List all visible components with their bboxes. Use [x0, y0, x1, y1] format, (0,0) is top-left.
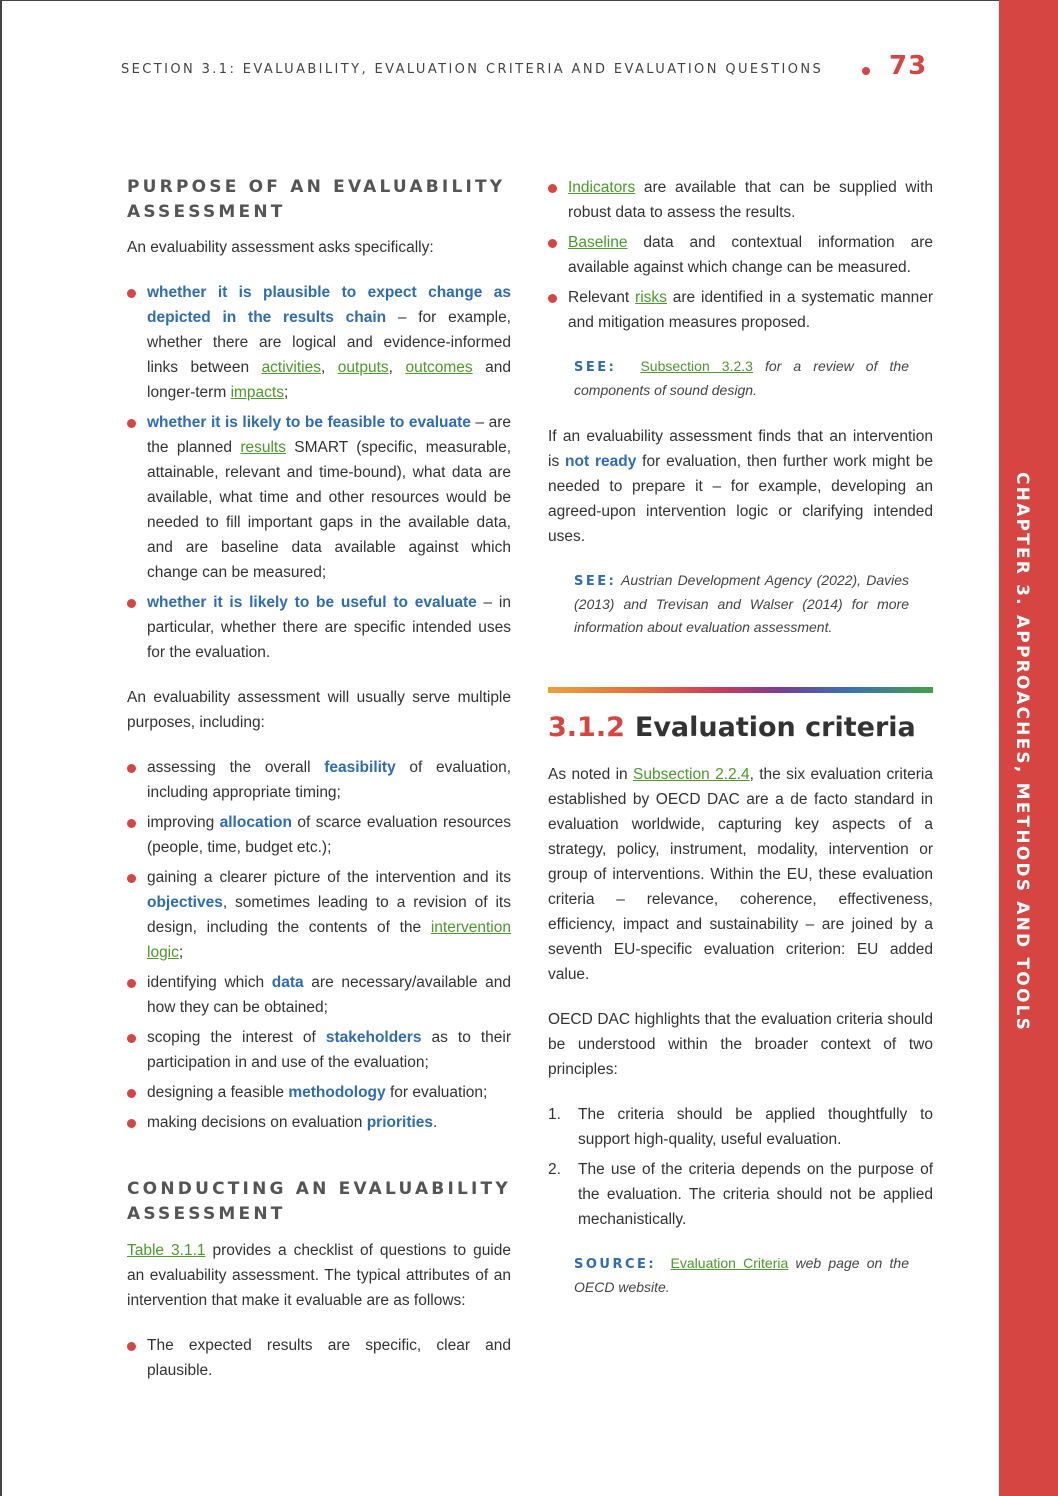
text: ; — [283, 384, 289, 401]
running-head: SECTION 3.1: EVALUABILITY, EVALUATION CRITERIA AND EVALUATION QUESTIONS — [121, 62, 824, 77]
bold-phrase: whether it is plausible to expect change as depicted in the results chain — [147, 284, 511, 326]
list-item — [127, 280, 511, 405]
outcomes-link[interactable]: outcomes — [405, 359, 473, 376]
evaluation-criteria-link[interactable]: Evaluation Criteria — [670, 1255, 789, 1271]
top-border — [0, 0, 1000, 1]
text: as to their participation in and use of the evaluation; — [147, 1029, 511, 1071]
bold-phrase: allocation — [219, 814, 292, 831]
source-note — [548, 1252, 933, 1299]
text: designing a feasible — [147, 1084, 289, 1101]
list-item — [548, 175, 933, 225]
text: are available that can be supplied with robust data to assess the results. — [568, 179, 933, 221]
text: gaining a clearer picture of the intervention and its — [147, 869, 511, 886]
list-item: The expected results are specific, clear and plausible. — [127, 1333, 511, 1383]
text: making decisions on evaluation — [147, 1114, 367, 1131]
list-item — [127, 410, 511, 585]
text: for a review of the components of sound design. — [574, 358, 910, 398]
list-item — [548, 1102, 933, 1152]
risks-link[interactable]: risks — [635, 289, 667, 306]
principles-intro: OECD DAC highlights that the evaluation criteria should be understood within the broader context of two principles: — [548, 1011, 933, 1078]
text: improving — [147, 814, 220, 831]
chapter-tab-label: CHAPTER 3. APPROACHES, METHODS AND TOOLS — [1012, 472, 1032, 1033]
source-label: SOURCE: — [574, 1257, 657, 1272]
not-ready-paragraph — [548, 424, 933, 549]
text: As noted in — [548, 766, 634, 783]
item-number: 2. — [548, 1161, 561, 1178]
criteria-paragraph — [548, 762, 933, 987]
text: , — [321, 359, 338, 376]
baseline-link[interactable]: Baseline — [568, 234, 628, 251]
text: SMART (specific, measurable, attainable, relevant and time-bound), what data are available, what time and other resources would be needed to fill important gaps in the available data, and are baseline data available against which change can be measured; — [147, 439, 511, 581]
text: data and contextual information are available against which change can be measured. — [568, 234, 933, 276]
text: of evaluation, including appropriate timing; — [147, 759, 511, 801]
section-title-text: Evaluation criteria — [634, 712, 916, 743]
bold-phrase: not ready — [565, 453, 637, 470]
intervention-logic-link[interactable]: intervention logic — [147, 919, 511, 961]
right-column — [548, 175, 933, 1299]
item-number: 1. — [548, 1106, 561, 1123]
text: scoping the interest of — [147, 1029, 326, 1046]
left-border — [0, 0, 2, 1496]
purposes-list — [127, 755, 511, 1135]
left-column — [127, 175, 511, 1383]
bold-phrase: whether it is likely to be feasible to evaluate — [147, 414, 471, 431]
bold-phrase: data — [271, 974, 304, 991]
text: Austrian Development Agency (2022), Davies (2013) and Trevisan and Walser (2014) for more information about evaluation assessment. — [574, 572, 909, 635]
bold-phrase: stakeholders — [325, 1029, 422, 1046]
list-item — [127, 1080, 511, 1105]
bold-phrase: methodology — [288, 1084, 386, 1101]
section-number: 3.1.2 — [548, 712, 625, 743]
text: provides a checklist of questions to guide an evaluability assessment. The typical attributes of an intervention that make it evaluable are as follows: — [127, 1242, 511, 1309]
text: Relevant — [568, 289, 636, 306]
purpose-intro: An evaluability assessment asks specifically: — [127, 239, 434, 256]
list-item — [548, 285, 933, 335]
text: for evaluation; — [385, 1084, 488, 1101]
list-item — [548, 230, 933, 280]
attributes-list — [127, 1333, 511, 1383]
list-item — [127, 1110, 511, 1135]
section-title — [548, 711, 933, 745]
principles-list — [548, 1102, 933, 1232]
text: – are the planned — [147, 414, 511, 456]
purpose-question-list — [127, 280, 511, 665]
purposes-intro: An evaluability assessment will usually serve multiple purposes, including: — [127, 689, 511, 731]
list-item — [127, 865, 511, 965]
text: web page on the OECD website. — [574, 1255, 909, 1295]
text: of scarce evaluation resources (people, time, budget etc.); — [147, 814, 511, 856]
text: ; — [178, 944, 184, 961]
list-item — [127, 755, 511, 805]
text: The criteria should be applied thoughtfully to support high-quality, useful evaluation. — [578, 1106, 933, 1148]
list-item — [127, 970, 511, 1020]
see-note-design — [548, 355, 933, 402]
text: , — [388, 359, 406, 376]
text: and longer-term — [147, 359, 511, 401]
bullet-dot-icon — [862, 67, 870, 75]
text: . — [433, 1114, 438, 1131]
bold-phrase: objectives — [147, 894, 223, 911]
text: – in particular, whether there are specific intended uses for the evaluation. — [147, 594, 511, 661]
bold-phrase: feasibility — [324, 759, 396, 776]
bold-phrase: whether it is likely to be useful to evaluate — [147, 594, 477, 611]
attributes-list-continued — [548, 175, 933, 335]
purpose-heading: PURPOSE OF AN EVALUABILITY ASSESSMENT — [127, 177, 506, 222]
text: are necessary/available and how they can be obtained; — [147, 974, 511, 1016]
list-item — [127, 590, 511, 665]
text: , sometimes leading to a revision of its design, including the contents of the — [147, 894, 511, 936]
subsection-3-2-3-link[interactable]: Subsection 3.2.3 — [640, 358, 753, 374]
indicators-link[interactable]: Indicators — [568, 179, 636, 196]
page-number: 73 — [889, 51, 928, 81]
text: The use of the criteria depends on the purpose of the evaluation. The criteria should not be applied mechanistically. — [578, 1161, 933, 1228]
list-item — [127, 810, 511, 860]
impacts-link[interactable]: impacts — [230, 384, 284, 401]
see-label: SEE: — [574, 574, 617, 589]
section-divider — [548, 687, 933, 693]
outputs-link[interactable]: outputs — [337, 359, 389, 376]
subsection-2-2-4-link[interactable]: Subsection 2.2.4 — [633, 766, 750, 783]
results-link[interactable]: results — [240, 439, 286, 456]
text: , the six evaluation criteria established by OECD DAC are a de facto standard in evaluation worldwide, capturing key aspects of a strategy, policy, instrument, modality, intervention or group of interventions. Within the EU, these evaluation criteria – relevance, coherence, effectiveness, efficiency, impact and sustainability – are joined by a seventh EU-specific evaluation criterion: EU added value. — [548, 766, 933, 983]
text: are identified in a systematic manner and mitigation measures proposed. — [568, 289, 934, 331]
list-item — [548, 1157, 933, 1232]
see-note-references — [548, 569, 933, 639]
text: for evaluation, then further work might be needed to prepare it – for example, developing an agreed-upon intervention logic or clarifying intended uses. — [548, 453, 934, 545]
conducting-heading: CONDUCTING AN EVALUABILITY ASSESSMENT — [127, 1179, 511, 1224]
text: If an evaluability assessment finds that an intervention is — [548, 428, 933, 470]
list-item — [127, 1025, 511, 1075]
conducting-intro — [127, 1238, 511, 1313]
activities-link[interactable]: activities — [261, 359, 321, 376]
text: identifying which — [147, 974, 272, 991]
bold-phrase: priorities — [366, 1114, 434, 1131]
text: – for example, whether there are logical and evidence-informed links between — [147, 309, 511, 376]
text: assessing the overall — [147, 759, 325, 776]
table-3-1-1-link[interactable]: Table 3.1.1 — [127, 1242, 206, 1259]
see-label: SEE: — [574, 360, 617, 375]
